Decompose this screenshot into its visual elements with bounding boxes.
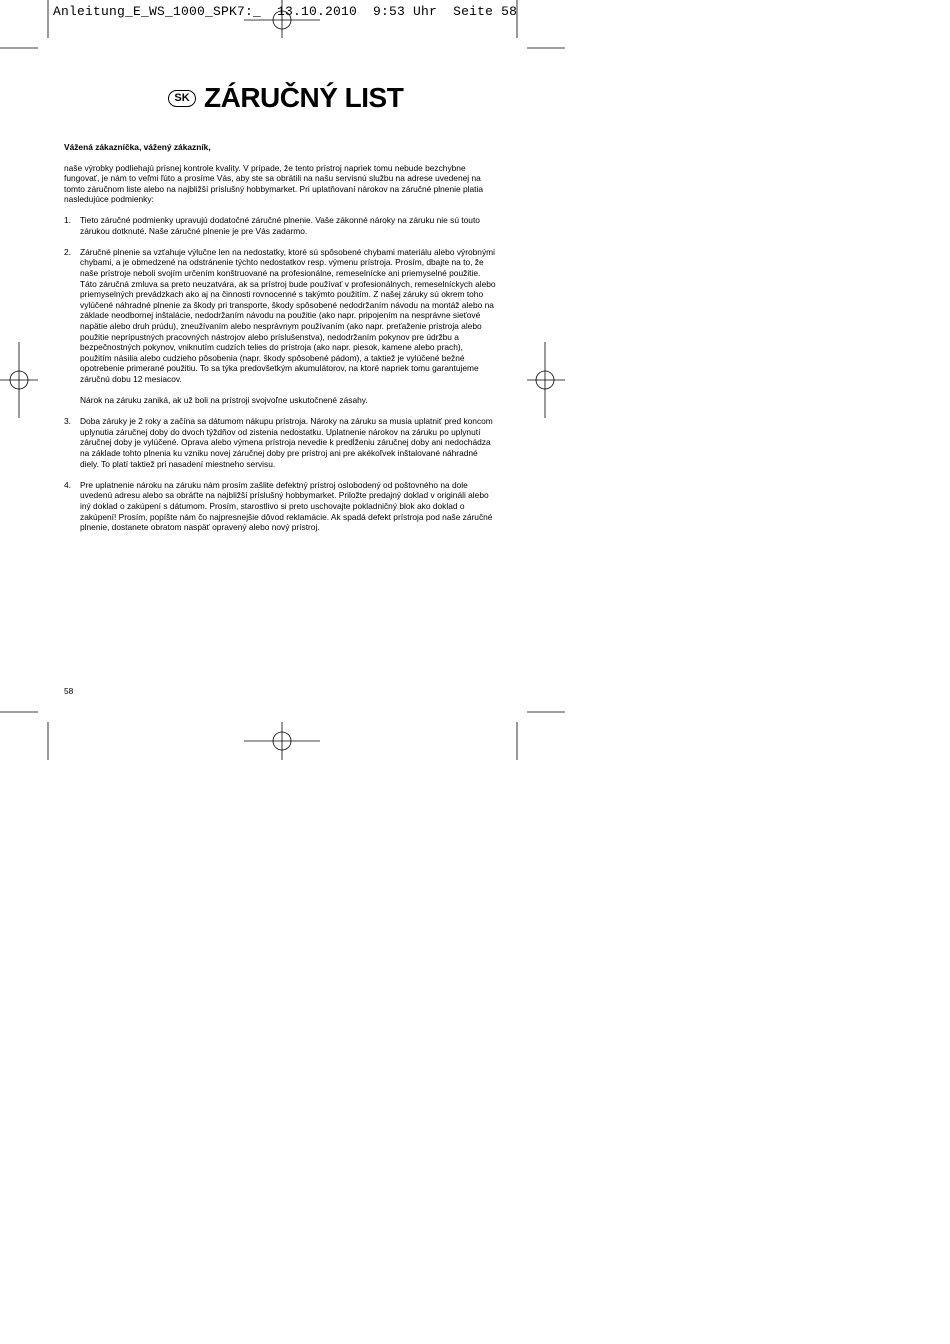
item-number: 4. bbox=[64, 479, 71, 490]
item-paragraph: Tieto záručné podmienky upravujú dodatočné záručné plnenie. Vaše zákonné nároky na záruku nie sú touto zárukou dotknuté. Naše záručné plnenie je pre Vás zadarmo. bbox=[80, 214, 480, 236]
item-number: 3. bbox=[64, 416, 71, 427]
item-body bbox=[80, 215, 496, 236]
print-slug-line: Anleitung_E_WS_1000_SPK7:_ 13.10.2010 9:53 Uhr Seite 58 bbox=[53, 4, 518, 19]
page-number: 58 bbox=[64, 686, 74, 696]
condition-item-3 bbox=[64, 416, 496, 469]
item-body bbox=[80, 480, 496, 533]
greeting: Vážená zákazníčka, vážený zákazník, bbox=[64, 142, 211, 152]
page-title: ZÁRUČNÝ LIST bbox=[204, 82, 404, 113]
condition-item-2 bbox=[64, 247, 496, 406]
item-paragraph: Pre uplatnenie nároku na záruku nám prosím zašlite defektný prístroj oslobodený od poštovného na dole uvedenú adresu alebo sa obráťte na najbližší príslušný hobbymarket. Priložte predajný doklad v origináli alebo iný doklad o zakúpení s dátumom. Prosím, starostlivo si preto uschovajte pokladničný blok ako doklad o zakúpení! Prosím, popíšte nám čo najpresnejšie dôvod reklamácie. Ak spadá defekt prístroja pod naše záručné plnenie, dostanete obratom naspäť opravený alebo nový prístroj. bbox=[80, 479, 493, 533]
item-paragraph: Záručné plnenie sa vzťahuje výlučne len na nedostatky, ktoré sú spôsobené chybami materiálu alebo výrobnými chybami, a je obmedzené na odstránenie týchto nedostatkov resp. výmenu prístroja. Prosím, dbajte na to, že naše prístroje neboli svojím určením konštruované na profesionálne, remeselnícke ani priemyselné použitie. Táto záručná zmluva sa preto neuzatvára, ak sa prístroj bude používať v profesionálnych, remeselníckych alebo priemyselných prevádzkach ako aj na činnosti rovnocenné s takýmto použitím. Z našej záruky sú okrem toho vylúčené náhradné plnenie za škody pri transporte, škody spôsobené nedodržaním návodu na montáž alebo na základe neodbornej inštalácie, nedodržaním návodu na použitie (ako napr. pripojením na nesprávne sieťové napätie alebo druh prúdu), zneužívaním alebo nesprávnym používaním (ako napr. preťaženie prístroja alebo použitie neprípustných pracovných nástrojov alebo príslušenstva), nedodržaním pokynov pre údržbu a bezpečnostných pokynov, vniknutím cudzích telies do prístroja (ako napr. piesok, kamene alebo prach), použitím násilia alebo cudzieho pôsobenia (napr. škody spôsobené pádom), a taktiež je vylúčené bežné opotrebenie primerané použitiu. To sa týka predovšetkým akumulátorov, na ktoré napriek tomu garantujeme záručnú dobu 12 mesiacov. bbox=[80, 246, 496, 384]
condition-item-4 bbox=[64, 480, 496, 533]
language-badge: SK bbox=[168, 90, 196, 107]
condition-item-1 bbox=[64, 215, 496, 236]
item-body bbox=[80, 416, 496, 469]
item-body bbox=[80, 247, 496, 406]
title-row bbox=[168, 82, 403, 114]
warranty-text bbox=[64, 142, 496, 543]
item-paragraph: Doba záruky je 2 roky a začína sa dátumom nákupu prístroja. Nároky na záruku sa musia uplatniť pred koncom uplynutia záručnej doby do dvoch týždňov od zistenia nedostatku. Uplatnenie nárokov na záruku po uplynutí záručnej doby je vylúčené. Oprava alebo výmena prístroja nevedie k predĺženiu záručnej doby ani nedochádza na základe tohto plnenia ku vzniku novej záručnej doby pre prístroj ani pre akékoľvek inštalované náhradné diely. To platí taktiež pri nasadení miestneho servisu. bbox=[80, 416, 493, 469]
item-paragraph: Nárok na záruku zaniká, ak už boli na prístroji svojvoľne uskutočnené zásahy. bbox=[80, 395, 368, 406]
item-number: 1. bbox=[64, 214, 71, 225]
intro-paragraph: naše výrobky podliehajú prísnej kontrole kvality. V prípade, že tento prístroj napriek tomu nebude bezchybne fungovať, je nám to veľmi ľúto a prosíme Vás, aby ste sa obrátili na našu servisnú službu na adrese uvedenej na tomto záručnom liste alebo na najbližší príslušný hobbymarket. Pri uplatňovaní nárokov na záručné plnenie platia nasledujúce podmienky: bbox=[64, 162, 483, 205]
item-number: 2. bbox=[64, 246, 71, 257]
